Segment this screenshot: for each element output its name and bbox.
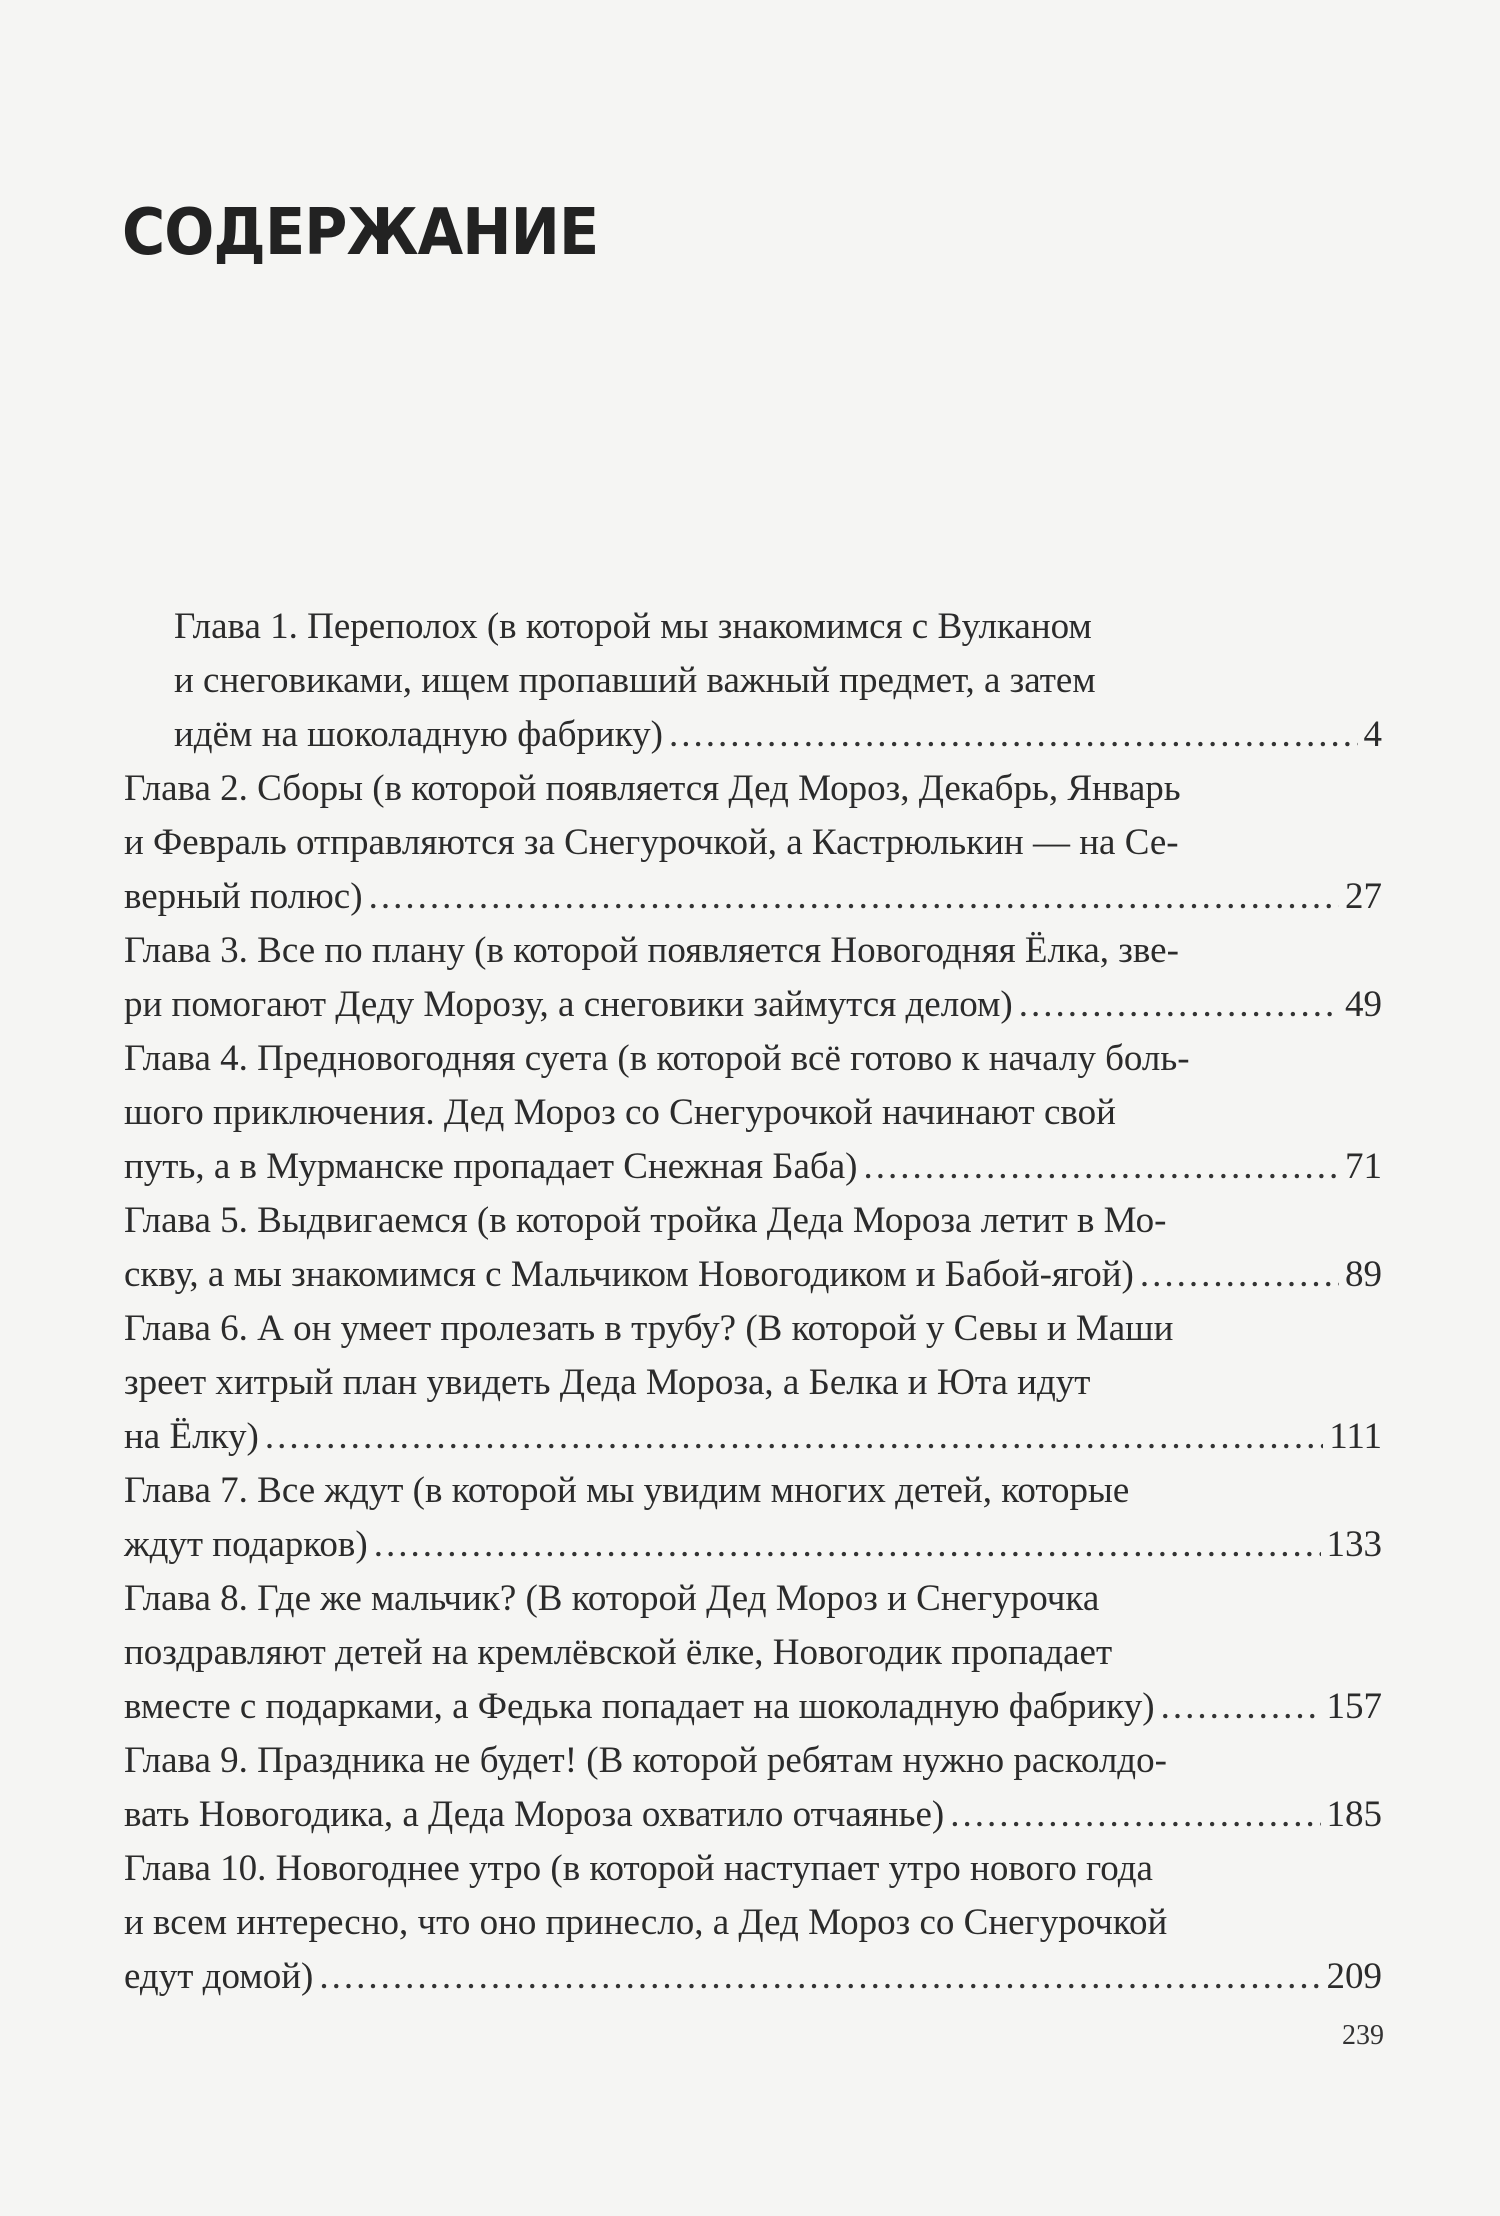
toc-page-number: 185 — [1326, 1794, 1382, 1835]
toc-entry — [124, 1842, 1382, 2004]
toc-entry-line: и Февраль отправляются за Снегурочкой, а Кастрюлькин — на Се- — [124, 822, 1179, 863]
toc-entry-line: идём на шоколадную фабрику) — [174, 714, 663, 755]
toc-entry-line: Глава 8. Где же мальчик? (В которой Дед Мороз и Снегурочка — [124, 1578, 1100, 1619]
dot-leader — [1019, 978, 1339, 1032]
toc-entry-last-line — [124, 870, 1382, 924]
toc-page-number: 27 — [1345, 876, 1382, 917]
toc-entry-last-line — [124, 978, 1382, 1032]
toc-entry — [124, 1464, 1382, 1572]
toc-entry-last-line — [124, 1518, 1382, 1572]
page-title: СОДЕРЖАНИЕ — [122, 196, 599, 270]
dot-leader — [864, 1140, 1340, 1194]
toc-entry-line: шого приключения. Дед Мороз со Снегурочкой начинают свой — [124, 1092, 1116, 1133]
toc-entry-last-line — [174, 708, 1382, 762]
toc-entry-last-line — [124, 1950, 1382, 2004]
toc-entry-last-line — [124, 1140, 1382, 1194]
toc-entry-line: Глава 3. Все по плану (в которой появляется Новогодняя Ёлка, зве- — [124, 930, 1179, 971]
toc-entry-last-line — [124, 1680, 1382, 1734]
toc-entry-line: Глава 5. Выдвигаемся (в которой тройка Деда Мороза летит в Мо- — [124, 1200, 1167, 1241]
dot-leader — [950, 1788, 1320, 1842]
toc-page-number: 133 — [1326, 1524, 1382, 1565]
page-number: 239 — [1342, 2020, 1384, 2051]
toc-entry-line: Глава 6. А он умеет пролезать в трубу? (В которой у Севы и Маши — [124, 1308, 1174, 1349]
toc-entry-line: верный полюс) — [124, 876, 363, 917]
dot-leader — [1140, 1248, 1339, 1302]
toc-entry-line: Глава 7. Все ждут (в которой мы увидим многих детей, которые — [124, 1470, 1130, 1511]
toc-page-number: 209 — [1326, 1956, 1382, 1997]
toc-entry-last-line — [124, 1410, 1382, 1464]
toc-entry-line: вместе с подарками, а Федька попадает на шоколадную фабрику) — [124, 1686, 1155, 1727]
dot-leader — [265, 1410, 1323, 1464]
toc-entry-line: ри помогают Деду Морозу, а снеговики займутся делом) — [124, 984, 1013, 1025]
toc-page-number: 111 — [1329, 1416, 1382, 1457]
toc-entry — [124, 1194, 1382, 1302]
toc-page-number: 71 — [1345, 1146, 1382, 1187]
toc-page-number: 49 — [1345, 984, 1382, 1025]
toc-entry-line: ждут подарков) — [124, 1524, 368, 1565]
table-of-contents — [124, 600, 1382, 2004]
toc-entry-line: Глава 9. Праздника не будет! (В которой ребятам нужно расколдо- — [124, 1740, 1167, 1781]
toc-entry — [124, 600, 1382, 762]
toc-entry — [124, 1302, 1382, 1464]
toc-entry-line: Глава 2. Сборы (в которой появляется Дед Мороз, Декабрь, Январь — [124, 768, 1181, 809]
dot-leader — [369, 870, 1339, 924]
dot-leader — [669, 708, 1358, 762]
toc-entry-line: Глава 4. Предновогодняя суета (в которой всё готово к началу боль- — [124, 1038, 1190, 1079]
dot-leader — [319, 1950, 1320, 2004]
toc-entry-line: зреет хитрый план увидеть Деда Мороза, а Белка и Юта идут — [124, 1362, 1091, 1403]
toc-entry-line: скву, а мы знакомимся с Мальчиком Новогодиком и Бабой-ягой) — [124, 1254, 1134, 1295]
toc-entry — [124, 924, 1382, 1032]
toc-page-number: 157 — [1326, 1686, 1382, 1727]
toc-entry-line: едут домой) — [124, 1956, 314, 1997]
toc-entry — [124, 1734, 1382, 1842]
toc-entry-line: путь, а в Мурманске пропадает Снежная Баба) — [124, 1146, 858, 1187]
dot-leader — [1161, 1680, 1321, 1734]
toc-entry-line: вать Новогодика, а Деда Мороза охватило отчаянье) — [124, 1794, 945, 1835]
toc-entry-last-line — [124, 1788, 1382, 1842]
toc-entry — [124, 1032, 1382, 1194]
toc-entry-line: и снеговиками, ищем пропавший важный предмет, а затем — [174, 660, 1096, 701]
toc-page-number: 4 — [1363, 714, 1382, 755]
toc-entry-line: и всем интересно, что оно принесло, а Дед Мороз со Снегурочкой — [124, 1902, 1168, 1943]
toc-entry-line: Глава 10. Новогоднее утро (в которой наступает утро нового года — [124, 1848, 1153, 1889]
toc-entry — [124, 762, 1382, 924]
toc-entry — [124, 1572, 1382, 1734]
toc-entry-line: на Ёлку) — [124, 1416, 259, 1457]
toc-entry-line: Глава 1. Переполох (в которой мы знакомимся с Вулканом — [174, 606, 1092, 647]
toc-page-number: 89 — [1345, 1254, 1382, 1295]
toc-entry-line: поздравляют детей на кремлёвской ёлке, Новогодик пропадает — [124, 1632, 1113, 1673]
toc-entry-last-line — [124, 1248, 1382, 1302]
dot-leader — [374, 1518, 1321, 1572]
